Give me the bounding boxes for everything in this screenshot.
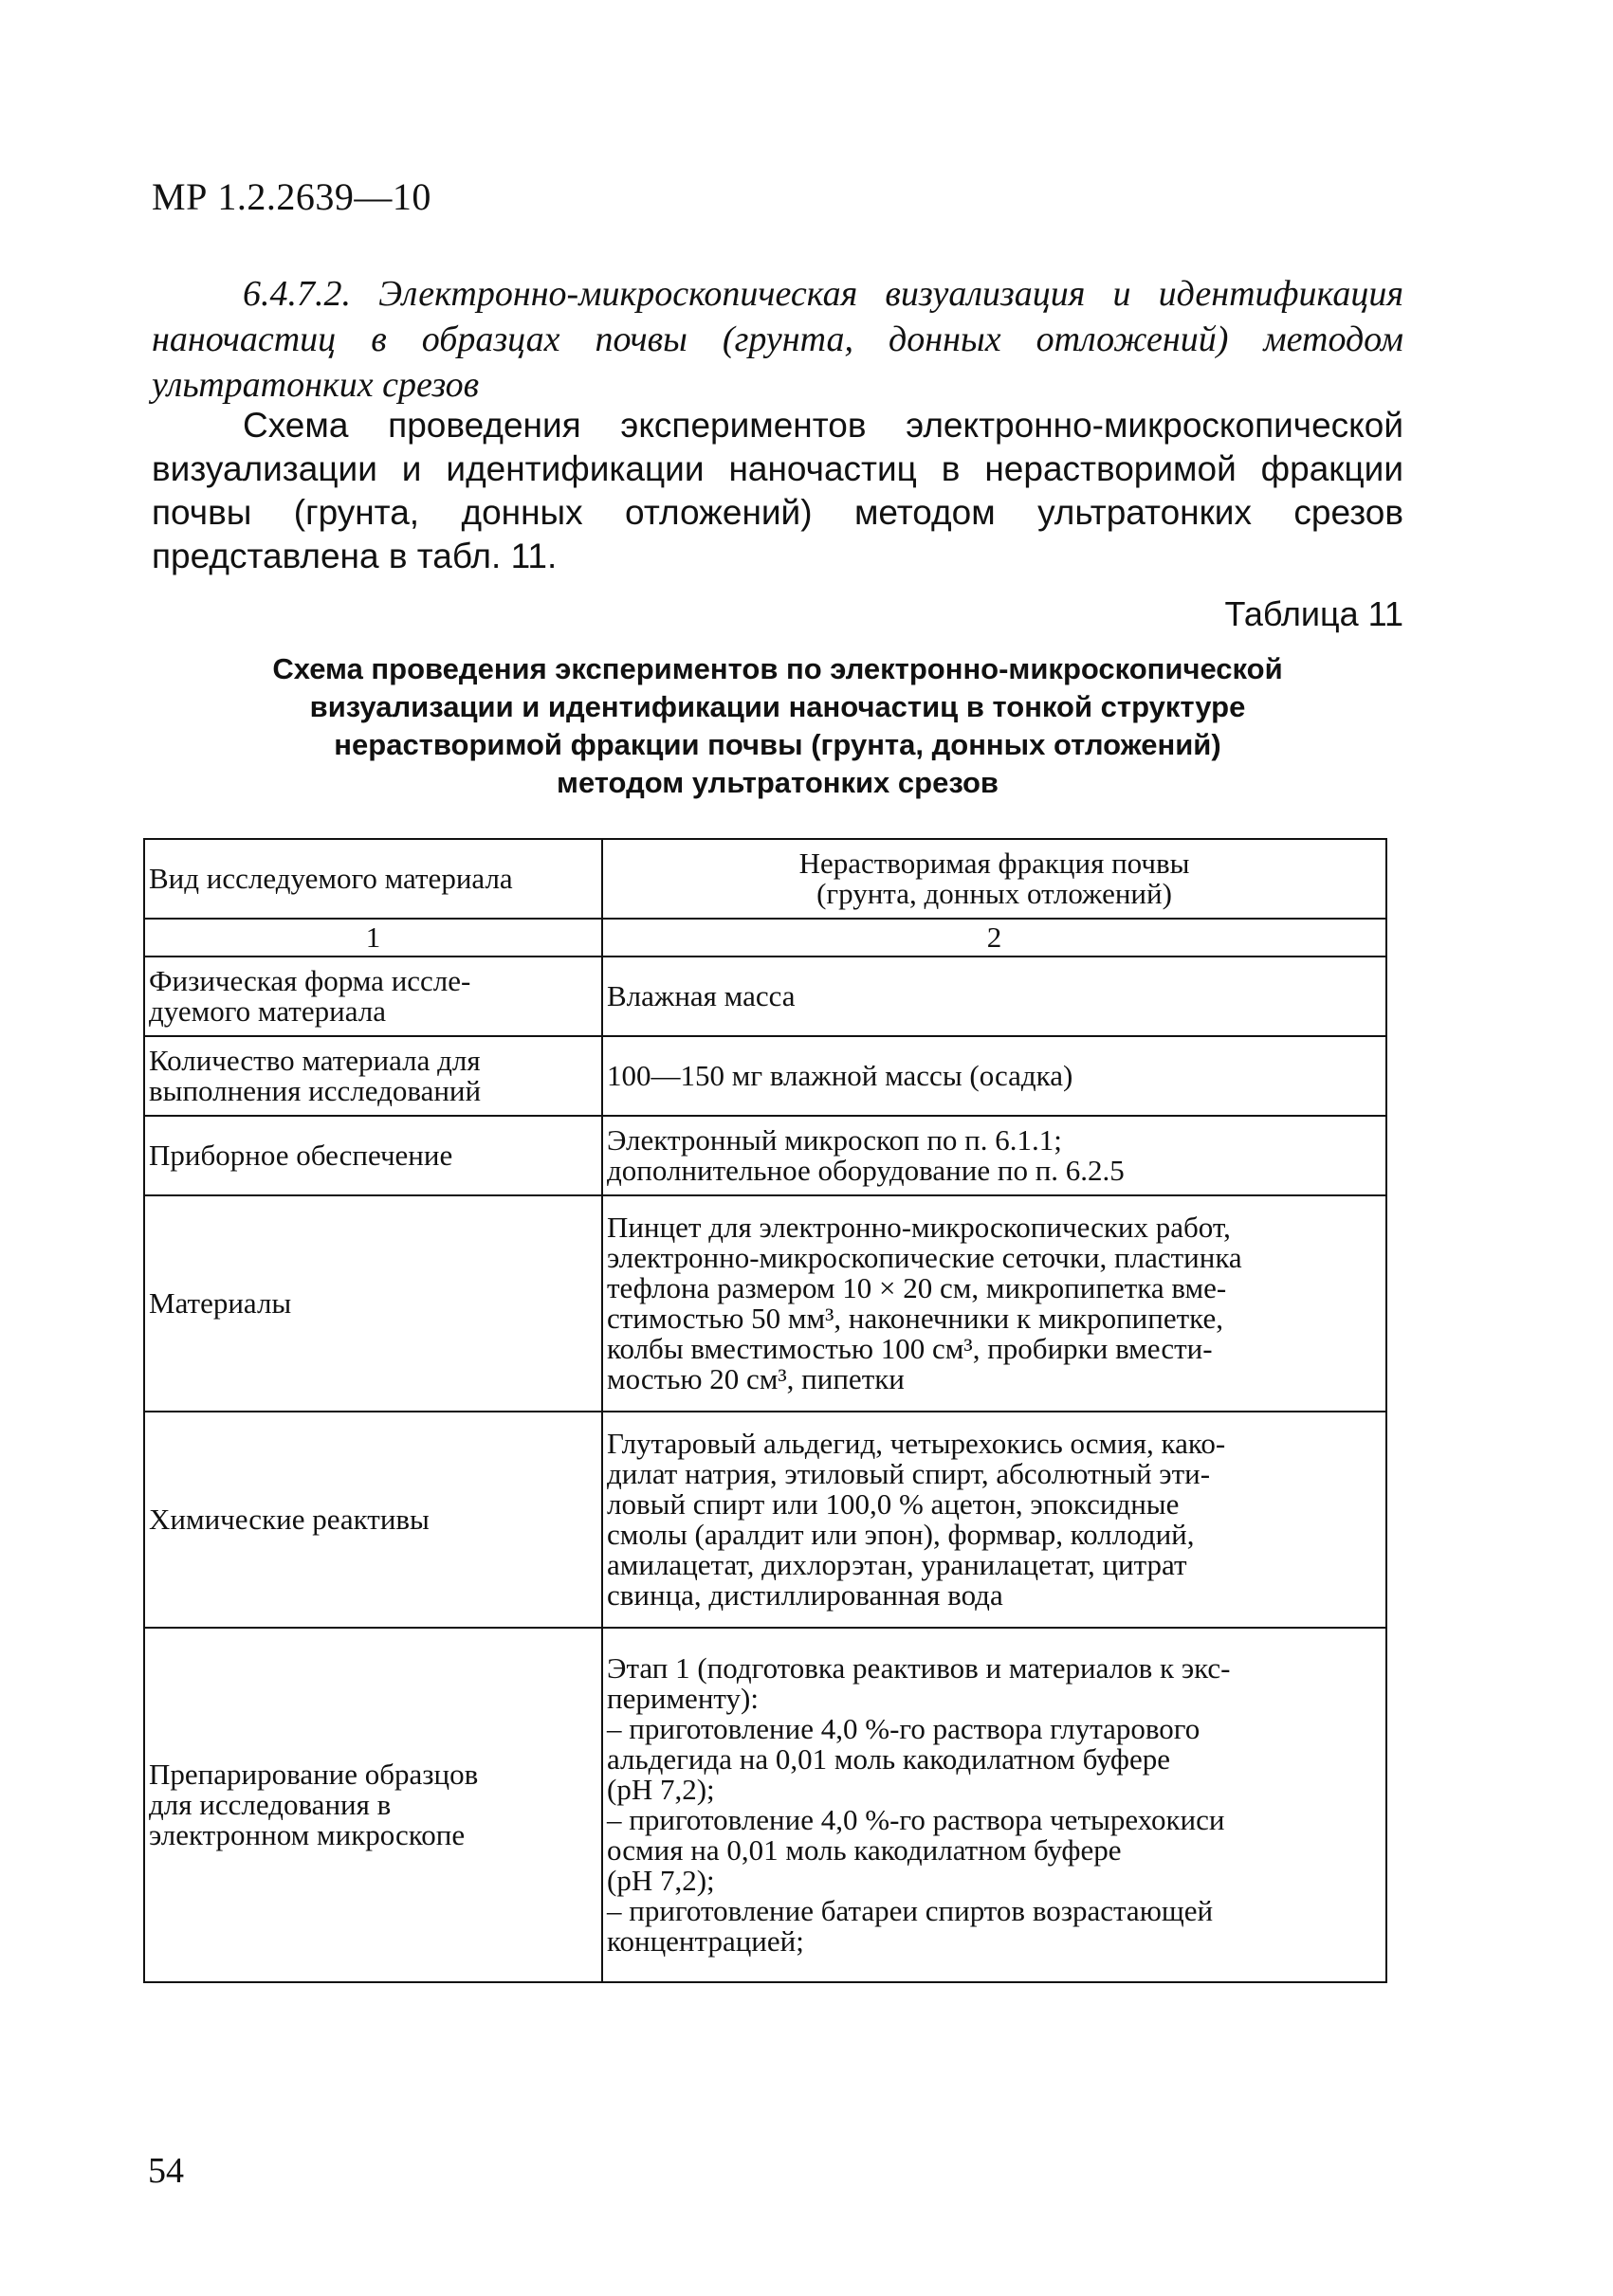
document-code: МР 1.2.2639—10 [152, 175, 431, 218]
row-value-line: дилат натрия, этиловый спирт, абсолютный эти- [607, 1457, 1211, 1490]
header-cell-material-type: Вид исследуемого материала [144, 839, 602, 919]
row-value-line: концентрацией; [607, 1924, 804, 1958]
header-cell-fraction [602, 839, 1386, 919]
row-value-line: Пинцет для электронно-микроскопических работ, [607, 1211, 1231, 1244]
table-title-line: Схема проведения экспериментов по электронно-микроскопической [272, 652, 1283, 685]
row-label-line: Материалы [149, 1286, 292, 1320]
row-value-line: Электронный микроскоп по п. 6.1.1; [607, 1123, 1062, 1157]
row-value-line: мостью 20 см³, пипетки [607, 1362, 905, 1395]
table-title [161, 650, 1394, 802]
table-row [144, 1195, 1386, 1412]
row-value-line: смолы (аралдит или эпон), формвар, коллодий, [607, 1518, 1195, 1551]
row-value-line: (pH 7,2); [607, 1864, 715, 1897]
row-value-line: альдегида на 0,01 моль какодилатном буфере [607, 1742, 1170, 1776]
row-value-line: тефлона размером 10 × 20 см, микропипетка вме- [607, 1271, 1227, 1304]
row-value [602, 1036, 1386, 1116]
table-row [144, 1628, 1386, 1982]
column-number-row [144, 919, 1386, 957]
row-label-line: Приборное обеспечение [149, 1139, 453, 1172]
row-value-line: Влажная масса [607, 979, 796, 1012]
row-value-line: Глутаровый альдегид, четырехокись осмия, како- [607, 1427, 1226, 1460]
row-label-line: Количество материала для [149, 1044, 481, 1077]
row-value-line: свинца, дистиллированная вода [607, 1578, 1003, 1612]
row-value-line: электронно-микроскопические сеточки, пластинка [607, 1241, 1242, 1274]
row-label-line: дуемого материала [149, 994, 386, 1028]
row-label [144, 1116, 602, 1195]
row-label-line: Физическая форма иссле- [149, 964, 471, 997]
row-value [602, 957, 1386, 1036]
table-title-line: методом ультратонких срезов [557, 766, 999, 799]
row-value-line: перименту): [607, 1682, 759, 1715]
header-line: (грунта, донных отложений) [816, 877, 1172, 910]
experiment-scheme-table [143, 838, 1387, 1983]
page-number: 54 [148, 2151, 184, 2191]
row-label-line: для исследования в [149, 1788, 392, 1821]
row-value-line: дополнительное оборудование по п. 6.2.5 [607, 1154, 1125, 1187]
row-label [144, 1036, 602, 1116]
table-label: Таблица 11 [1224, 594, 1403, 633]
row-value-line: – приготовление батареи спиртов возрастающей [607, 1894, 1214, 1927]
header-line: Нерастворимая фракция почвы [798, 847, 1190, 880]
table-row [144, 957, 1386, 1036]
row-label [144, 1628, 602, 1982]
table-row [144, 1412, 1386, 1628]
intro-paragraph: Схема проведения экспериментов электронно-микроскопической визуализации и идентификации наночастиц в нерастворимой фракции почвы (грунта, донных отложений) методом ультратонких срезов представлена в табл. 11. [152, 406, 1403, 575]
row-value-line: ловый спирт или 100,0 % ацетон, эпоксидные [607, 1487, 1180, 1521]
column-number: 2 [602, 919, 1386, 957]
row-label-line: электронном микроскопе [149, 1818, 466, 1851]
row-value-line: – приготовление 4,0 %-го раствора четырехокиси [607, 1803, 1225, 1836]
row-label-line: Препарирование образцов [149, 1758, 479, 1791]
row-value-line: амилацетат, дихлорэтан, уранилацетат, цитрат [607, 1548, 1187, 1581]
column-number: 1 [144, 919, 602, 957]
row-label-line: выполнения исследований [149, 1074, 482, 1107]
row-value-line: осмия на 0,01 моль какодилатном буфере [607, 1833, 1122, 1867]
table-row [144, 1116, 1386, 1195]
row-label [144, 957, 602, 1036]
row-value-line: 100—150 мг влажной массы (осадка) [607, 1059, 1073, 1092]
table-title-line: визуализации и идентификации наночастиц в тонкой структуре [309, 690, 1246, 723]
table-title-line: нерастворимой фракции почвы (грунта, донных отложений) [334, 728, 1221, 761]
row-value-line: стимостью 50 мм³, наконечники к микропипетке, [607, 1302, 1223, 1335]
row-value [602, 1628, 1386, 1982]
row-value [602, 1412, 1386, 1628]
row-label [144, 1412, 602, 1628]
section-heading: 6.4.7.2. Электронно-микроскопическая визуализация и идентификация наночастиц в образцах почвы (грунта, донных отложений) методом ультратонких срезов [152, 274, 1403, 405]
row-value-line: (pH 7,2); [607, 1773, 715, 1806]
row-label-line: Химические реактивы [149, 1503, 430, 1536]
row-label [144, 1195, 602, 1412]
row-value [602, 1195, 1386, 1412]
table-header-row [144, 839, 1386, 919]
row-value-line: Этап 1 (подготовка реактивов и материалов к экс- [607, 1651, 1231, 1685]
row-value-line: колбы вместимостью 100 см³, пробирки вмести- [607, 1332, 1213, 1365]
table-row [144, 1036, 1386, 1116]
row-value-line: – приготовление 4,0 %-го раствора глутарового [607, 1712, 1201, 1745]
row-value [602, 1116, 1386, 1195]
